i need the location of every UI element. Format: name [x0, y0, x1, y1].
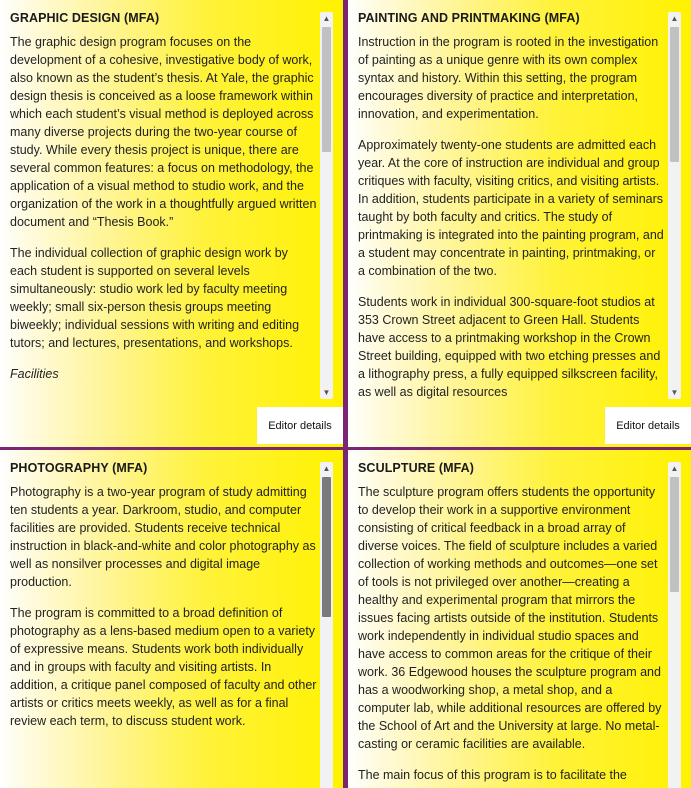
- scrollbar[interactable]: [320, 12, 333, 399]
- scroll-up-icon[interactable]: ▲: [322, 14, 331, 23]
- panel-body[interactable]: [10, 483, 317, 788]
- facilities-heading: Facilities: [10, 367, 59, 381]
- panel-title: PAINTING AND PRINTMAKING (MFA): [358, 11, 580, 25]
- panel-photography: [0, 450, 343, 788]
- scroll-thumb[interactable]: [670, 477, 679, 592]
- paragraph: The individual collection of graphic design work by each student is supported on several levels simultaneously: studio work led by faculty meeting weekly; small six-person thesis groups meeting biweekly; individual sessions with writing and editing tutors; and lectures, presentations, and workshops.: [10, 246, 300, 350]
- scroll-thumb[interactable]: [322, 27, 331, 152]
- panel-body[interactable]: [358, 483, 665, 788]
- panel-painting-printmaking: [348, 0, 691, 447]
- scrollbar[interactable]: [668, 462, 681, 788]
- scroll-down-icon[interactable]: ▼: [670, 388, 679, 397]
- scroll-up-icon[interactable]: ▲: [322, 464, 331, 473]
- scroll-up-icon[interactable]: ▲: [670, 14, 679, 23]
- paragraph: Photography is a two-year program of study admitting ten students a year. Darkroom, studio, and computer facilities are provided. Students receive technical instruction in black-and-white and color photography as well as nonsilver processes and digital image production.: [10, 485, 316, 589]
- scrollbar[interactable]: [320, 462, 333, 788]
- paragraph: The program is committed to a broad definition of photography as a lens-based medium open to a variety of expressive means. Students work both individually and in groups with faculty and visiting artists. In addition, a critique panel composed of faculty and other artists or critics meets weekly, as well as for a final review each term, to discuss student work.: [10, 606, 317, 728]
- scroll-up-icon[interactable]: ▲: [670, 464, 679, 473]
- paragraph: Approximately twenty-one students are admitted each year. At the core of instruction are individual and group critiques with faculty, visiting critics, and visiting artists. In addition, students participate in a variety of seminars taught by both faculty and critics. The study of printmaking is integrated into the painting program, and a student may concentrate in painting, printmaking, or a combination of the two.: [358, 138, 664, 278]
- panel-sculpture: [348, 450, 691, 788]
- paragraph: Instruction in the program is rooted in the investigation of painting as a unique genre with its own complex syntax and history. Within this setting, the program encourages diversity of practice and interpretation, innovation, and experimentation.: [358, 35, 659, 121]
- paragraph: Students work in individual 300-square-foot studios at 353 Crown Street adjacent to Green Hall. Students have access to a printmaking workshop in the Crown Street building, equipped with two etching presses and a lithography press, a fully equipped silkscreen facility, as well as digital resources: [358, 295, 661, 399]
- editor-details-button[interactable]: Editor details: [605, 407, 691, 444]
- scroll-thumb[interactable]: [322, 477, 331, 617]
- panel-body[interactable]: [358, 33, 665, 399]
- editor-details-button[interactable]: Editor details: [257, 407, 343, 444]
- paragraph: The main focus of this program is to facilitate the: [358, 768, 627, 782]
- paragraph: The sculpture program offers students the opportunity to develop their work in a supportive environment consisting of critical feedback in a broad array of diverse voices. The field of sculpture includes a varied collection of working methods and outcomes—one set of tools is not privileged over another—creating a healthy and experimental program that mirrors the issues facing artists outside of the institution. Students work independently in individual studio spaces and have access to common areas for the critique of their work. 36 Edgewood houses the sculpture program and has a woodworking shop, a metal shop, and a computer lab, while additional resources are offered by the School of Art and the University at large. No metal-casting or ceramic facilities are available.: [358, 485, 662, 751]
- panel-graphic-design: [0, 0, 343, 447]
- panel-body[interactable]: [10, 33, 317, 399]
- panel-title: PHOTOGRAPHY (MFA): [10, 461, 148, 475]
- paragraph: The graphic design program focuses on the development of a cohesive, investigative body of work, also known as the student’s thesis. At Yale, the graphic design thesis is conceived as a loose framework within which each student’s visual method is deployed across many diverse projects during the two-year course of study. While every thesis project is unique, there are several common features: a focus on methodology, the application of a visual method to studio work, and the organization of the work in a thoughtfully argued written document and “Thesis Book.”: [10, 35, 317, 229]
- panel-title: GRAPHIC DESIGN (MFA): [10, 11, 160, 25]
- scrollbar[interactable]: [668, 12, 681, 399]
- scroll-down-icon[interactable]: ▼: [322, 388, 331, 397]
- scroll-thumb[interactable]: [670, 27, 679, 162]
- panel-title: SCULPTURE (MFA): [358, 461, 475, 475]
